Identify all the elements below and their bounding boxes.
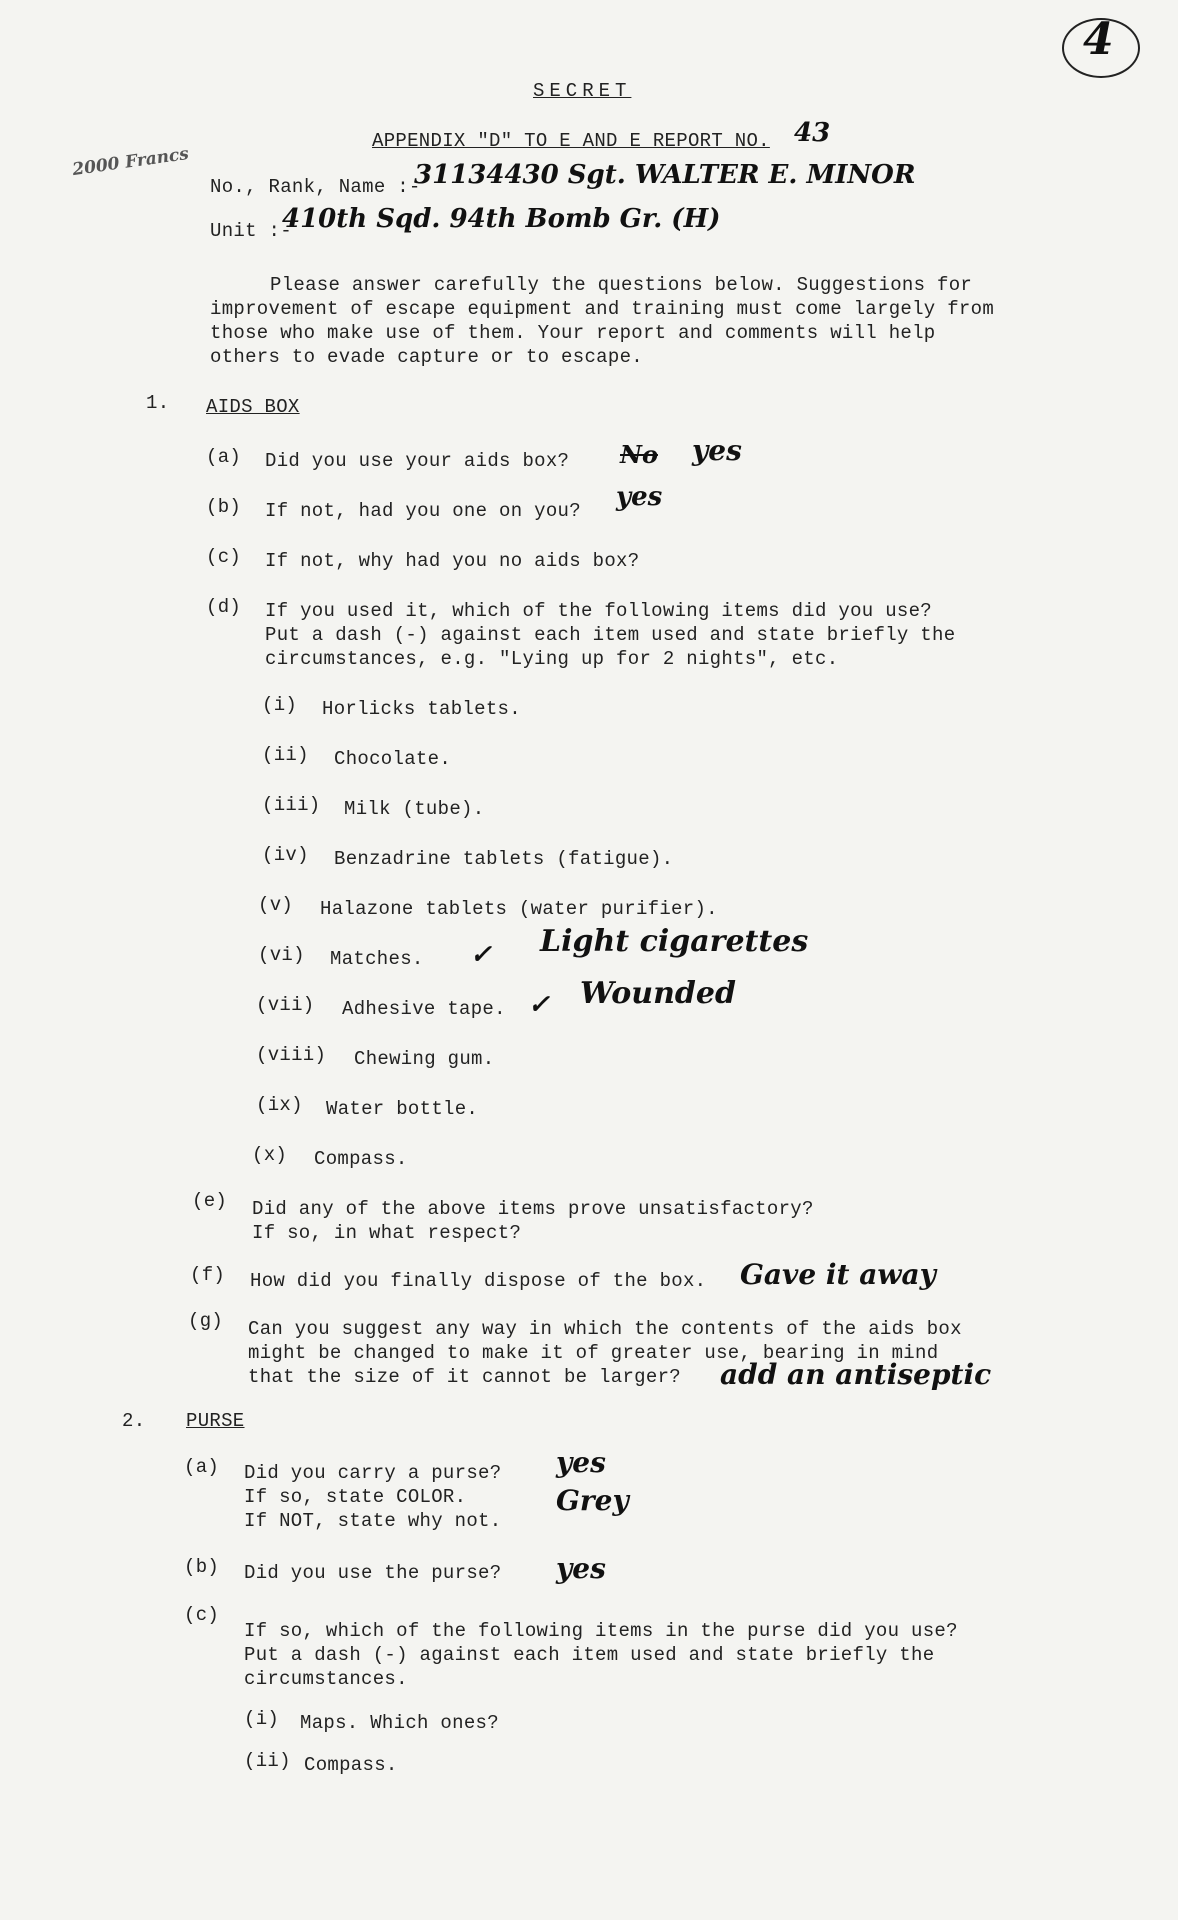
question-text: If not, had you one on you? xyxy=(265,500,581,522)
section-title-aids-box: AIDS BOX xyxy=(206,396,300,418)
name-value: 31134430 Sgt. WALTER E. MINOR xyxy=(414,160,916,190)
unit-value: 410th Sqd. 94th Bomb Gr. (H) xyxy=(282,204,721,234)
question-label: (a) xyxy=(184,1456,220,1478)
question-text: How did you finally dispose of the box. xyxy=(250,1270,707,1292)
question-label: (b) xyxy=(206,496,242,518)
classification-heading: SECRET xyxy=(533,80,632,102)
check-mark: ✓ xyxy=(528,990,550,1020)
item-text: Compass. xyxy=(304,1754,398,1776)
item-text: Benzadrine tablets (fatigue). xyxy=(334,848,674,870)
question-text: If so, in what respect? xyxy=(252,1222,522,1244)
item-text: Compass. xyxy=(314,1148,408,1170)
item-number: (viii) xyxy=(256,1044,327,1066)
item-text: Maps. Which ones? xyxy=(300,1712,499,1734)
answer-handwritten: add an antiseptic xyxy=(720,1358,992,1391)
question-label: (f) xyxy=(190,1264,226,1286)
intro-line: others to evade capture or to escape. xyxy=(210,346,643,368)
unit-label: Unit :- xyxy=(210,220,292,242)
question-label: (b) xyxy=(184,1556,220,1578)
item-text: Horlicks tablets. xyxy=(322,698,521,720)
report-number: 43 xyxy=(794,118,831,148)
item-text: Chocolate. xyxy=(334,748,452,770)
section-number: 2. xyxy=(122,1410,146,1432)
question-label: (d) xyxy=(206,596,242,618)
question-label: (e) xyxy=(192,1190,228,1212)
margin-note: 2000 Francs xyxy=(71,143,191,181)
item-number: (vii) xyxy=(256,994,315,1016)
question-text: circumstances, e.g. "Lying up for 2 nights", etc. xyxy=(265,648,839,670)
intro-line: those who make use of them. Your report and comments will help xyxy=(210,322,936,344)
item-number: (ii) xyxy=(262,744,309,766)
answer-handwritten: yes xyxy=(556,1446,606,1479)
question-label: (c) xyxy=(206,546,242,568)
item-number: (iii) xyxy=(262,794,321,816)
section-number: 1. xyxy=(146,392,170,414)
item-note-handwritten: Wounded xyxy=(580,976,736,1011)
question-text: Did you carry a purse? xyxy=(244,1462,502,1484)
question-text: that the size of it cannot be larger? xyxy=(248,1366,681,1388)
question-text: Can you suggest any way in which the contents of the aids box xyxy=(248,1318,962,1340)
item-text: Milk (tube). xyxy=(344,798,485,820)
item-number: (x) xyxy=(252,1144,288,1166)
answer-handwritten: yes xyxy=(616,482,663,512)
answer-handwritten: yes xyxy=(692,434,742,467)
intro-line: improvement of escape equipment and training must come largely from xyxy=(210,298,995,320)
question-text: Did you use your aids box? xyxy=(265,450,570,472)
item-text: Halazone tablets (water purifier). xyxy=(320,898,718,920)
item-number: (ix) xyxy=(256,1094,303,1116)
answer-handwritten: Grey xyxy=(556,1484,629,1517)
item-text: Matches. xyxy=(330,948,424,970)
check-mark: ✓ xyxy=(470,940,492,970)
answer-handwritten: Gave it away xyxy=(740,1258,936,1291)
item-number: (i) xyxy=(262,694,298,716)
question-text: Did any of the above items prove unsatisfactory? xyxy=(252,1198,814,1220)
question-label: (c) xyxy=(184,1604,220,1626)
struck-answer: No xyxy=(620,440,658,469)
item-number: (i) xyxy=(244,1708,280,1730)
question-text: circumstances. xyxy=(244,1668,408,1690)
item-number: (iv) xyxy=(262,844,309,866)
question-text: If you used it, which of the following items did you use? xyxy=(265,600,933,622)
question-text: If so, which of the following items in the purse did you use? xyxy=(244,1620,958,1642)
item-number: (ii) xyxy=(244,1750,291,1772)
question-text: Put a dash (-) against each item used and state briefly the xyxy=(244,1644,935,1666)
section-title-purse: PURSE xyxy=(186,1410,245,1432)
answer-handwritten: yes xyxy=(556,1552,606,1585)
item-number: (v) xyxy=(258,894,294,916)
intro-line: Please answer carefully the questions below. Suggestions for xyxy=(270,274,973,296)
question-text: Put a dash (-) against each item used and state briefly the xyxy=(265,624,956,646)
question-text: If NOT, state why not. xyxy=(244,1510,502,1532)
question-text: If so, state COLOR. xyxy=(244,1486,467,1508)
item-number: (vi) xyxy=(258,944,305,966)
question-text: If not, why had you no aids box? xyxy=(265,550,640,572)
page-number-mark: 4 xyxy=(1083,14,1114,65)
item-text: Water bottle. xyxy=(326,1098,479,1120)
name-label: No., Rank, Name :- xyxy=(210,176,421,198)
item-text: Adhesive tape. xyxy=(342,998,506,1020)
question-label: (g) xyxy=(188,1310,224,1332)
question-label: (a) xyxy=(206,446,242,468)
question-text: might be changed to make it of greater use, bearing in mind xyxy=(248,1342,939,1364)
appendix-heading: APPENDIX "D" TO E AND E REPORT NO. xyxy=(372,130,770,152)
item-text: Chewing gum. xyxy=(354,1048,495,1070)
item-note-handwritten: Light cigarettes xyxy=(540,924,809,959)
question-text: Did you use the purse? xyxy=(244,1562,502,1584)
